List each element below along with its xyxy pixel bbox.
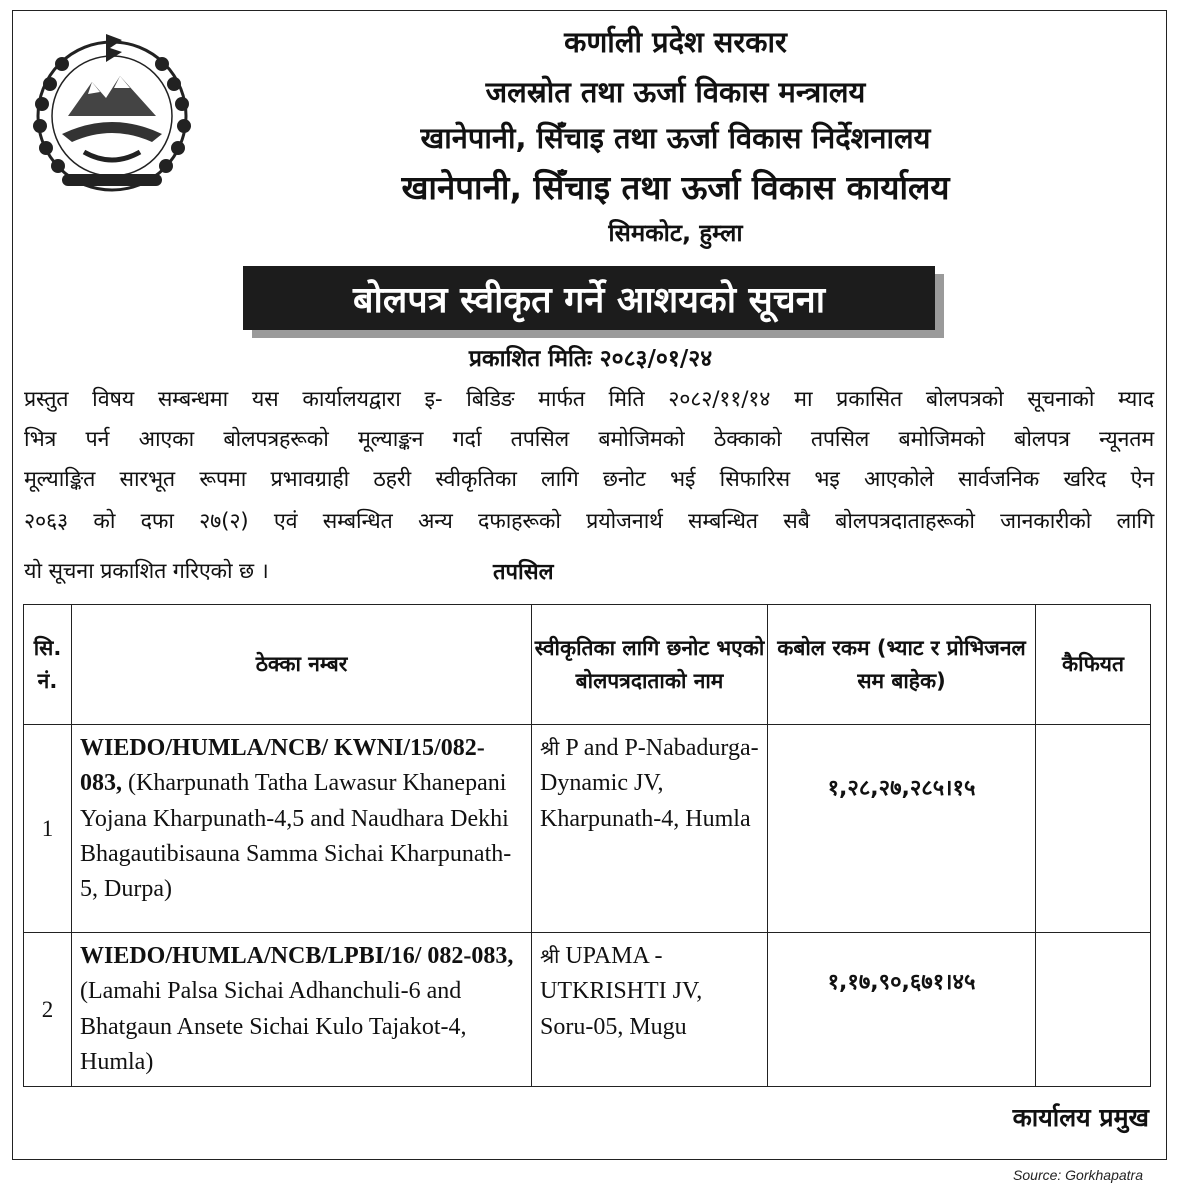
row-sn: 1 (24, 725, 72, 933)
row-contract (72, 933, 532, 1087)
header-line-1: कर्णाली प्रदेश सरकार (564, 25, 787, 59)
row-sn: 2 (24, 933, 72, 1087)
header-line-4: खानेपानी, सिँचाइ तथा ऊर्जा विकास कार्यालय (401, 168, 950, 207)
bidder-prefix: श्री (540, 944, 560, 968)
header-line-2: जलस्रोत तथा ऊर्जा विकास मन्त्रालय (485, 75, 866, 109)
body-line-5: यो सूचना प्रकाशित गरिएको छ । (24, 559, 269, 584)
body-line-3: मूल्याङ्कित सारभूत रूपमा प्रभावग्राही ठहरी स्वीकृतिका लागि छनोट भई सिफारिस भइ आएकोले सार्वजनिक खरिद ऐन (24, 467, 1154, 492)
bidder-prefix: श्री (540, 736, 560, 760)
bidder-name: P and P-Nabadurga-Dynamic JV, Kharpunath-4, Humla (540, 735, 759, 832)
contract-code: WIEDO/HUMLA/NCB/ KWNI/15/082-083, (80, 735, 485, 797)
row-amount: १,१७,९०,६७१।४५ (768, 933, 1036, 1087)
source-credit: Source: Gorkhapatra (1013, 1167, 1143, 1183)
body-line-2: भित्र पर्न आएका बोलपत्रहरूको मूल्याङ्कन गर्दा तपसिल बमोजिमको ठेक्काको तपसिल बमोजिमको बोलपत्र न्यूनतम (24, 427, 1154, 452)
row-remarks (1036, 725, 1151, 933)
nepal-government-emblem-icon (22, 24, 202, 204)
tapasil-heading: तपसिल (493, 560, 554, 585)
header-contract: ठेक्का नम्बर (72, 605, 532, 725)
table-row (24, 725, 1151, 933)
row-contract (72, 725, 532, 933)
office-chief-signature: कार्यालय प्रमुख (1012, 1103, 1149, 1132)
header-remarks: कैफियत (1036, 605, 1151, 725)
header-sn: सि. नं. (24, 605, 72, 725)
contract-table (23, 604, 1151, 1087)
published-date: प्रकाशित मितिः २०८३/०१/२४ (468, 346, 713, 372)
body-line-1: प्रस्तुत विषय सम्बन्धमा यस कार्यालयद्वारा इ- बिडिङ मार्फत मिति २०८२/११/१४ मा प्रकासित बोलपत्रको सूचनाको म्याद (24, 387, 1154, 412)
row-remarks (1036, 933, 1151, 1087)
header-amount: कबोल रकम (भ्याट र प्रोभिजनल सम बाहेक) (768, 605, 1036, 725)
header-bidder: स्वीकृतिका लागि छनोट भएको बोलपत्रदाताको नाम (532, 605, 768, 725)
contract-desc: (Kharpunath Tatha Lawasur Khanepani Yojana Kharpunath-4,5 and Naudhara Dekhi Bhagautibisauna Samma Sichai Kharpunath-5, Durpa) (80, 770, 512, 903)
row-bidder (532, 725, 768, 933)
table-header-row (24, 605, 1151, 725)
row-amount: १,२८,२७,२८५।१५ (768, 725, 1036, 933)
bidder-name: UPAMA - UTKRISHTI JV, Soru-05, Mugu (540, 943, 703, 1040)
contract-code: WIEDO/HUMLA/NCB/LPBI/16/ 082-083, (80, 943, 514, 969)
contract-desc: (Lamahi Palsa Sichai Adhanchuli-6 and Bhatgaun Ansete Sichai Kulo Tajakot-4, Humla) (80, 978, 467, 1075)
notice-title: बोलपत्र स्वीकृत गर्ने आशयको सूचना (243, 266, 935, 330)
body-line-4: २०६३ को दफा २७(२) एवं सम्बन्धित अन्य दफाहरूको प्रयोजनार्थ सम्बन्धित सबै बोलपत्रदाताहरूको जानकारीको लागि (24, 509, 1154, 534)
header-line-3: खानेपानी, सिँचाइ तथा ऊर्जा विकास निर्देशनालय (420, 121, 931, 155)
table-row (24, 933, 1151, 1087)
header-line-5: सिमकोट, हुम्ला (608, 219, 743, 247)
row-bidder (532, 933, 768, 1087)
